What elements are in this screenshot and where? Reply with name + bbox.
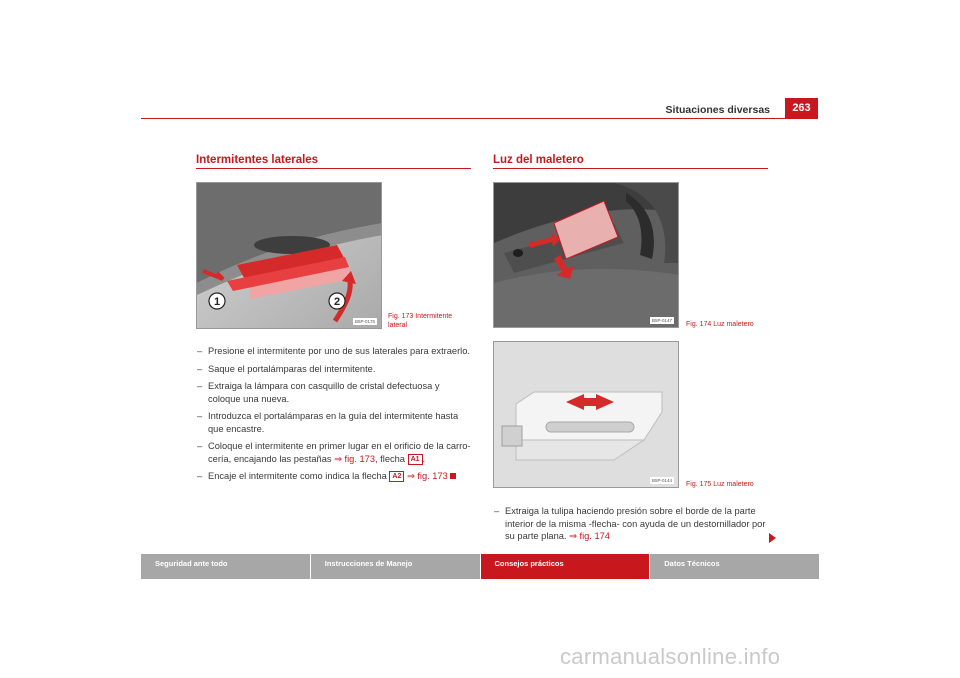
label-2-text: 2 bbox=[333, 296, 341, 308]
step-item bbox=[494, 505, 770, 543]
step-item bbox=[197, 363, 472, 376]
trunk-light-illustration bbox=[494, 183, 679, 328]
figure-code: B5P-0147 bbox=[651, 318, 672, 323]
step-item bbox=[197, 470, 472, 483]
step-text: Saque el portalámparas del intermitente. bbox=[208, 363, 376, 374]
section-rule-left bbox=[196, 168, 471, 169]
nav-tab-seguridad[interactable]: Seguridad ante todo bbox=[141, 554, 310, 579]
figure-caption-175: Fig. 175 Luz maletero bbox=[686, 481, 754, 488]
step-text: Presione el intermitente por uno de sus laterales para extraerlo. bbox=[208, 346, 471, 356]
step-item bbox=[197, 410, 472, 435]
figure-code: B5P-0144 bbox=[651, 478, 672, 483]
figure-reference-link[interactable]: ⇒ fig. 173 bbox=[334, 453, 375, 464]
nav-tab-consejos[interactable]: Consejos prácticos bbox=[481, 554, 650, 579]
section-title-intermitentes: Intermitentes laterales bbox=[196, 154, 319, 166]
label-1-text: 1 bbox=[213, 296, 221, 308]
step-item bbox=[197, 440, 472, 465]
step-text: . bbox=[422, 453, 426, 464]
footer-navigation bbox=[141, 554, 819, 579]
figure-trunk-light-top bbox=[493, 182, 679, 328]
figure-reference-link[interactable]: ⇒ fig. 173 bbox=[406, 471, 448, 481]
marker-a1: A1 bbox=[408, 454, 423, 465]
figure-caption-174: Fig. 174 Luz maletero bbox=[686, 321, 754, 328]
step-text: Encaje el intermitente como indica la flecha bbox=[208, 471, 387, 481]
figure-code: B5P-0176 bbox=[354, 319, 375, 324]
step-text: Extraiga la lámpara con casquillo de cristal defectuosa y coloque una nueva. bbox=[208, 381, 440, 404]
section-rule-right bbox=[493, 168, 768, 169]
step-text: Introduzca el portalámparas en la guía del intermitente hasta que encastre. bbox=[208, 411, 459, 434]
figure-reference-link[interactable]: ⇒ fig. 174 bbox=[569, 531, 610, 541]
step-item bbox=[197, 380, 472, 405]
figure-caption-173: Fig. 173 Intermitente lateral bbox=[388, 313, 453, 329]
nav-tab-datos[interactable]: Datos Técnicos bbox=[650, 554, 819, 579]
step-text: Extraiga la tulipa haciendo presión sobre el borde de la parte interior de la misma -flecha- con ayuda de un destornillador por su parte plana. bbox=[505, 506, 766, 541]
continue-arrow-icon bbox=[769, 533, 776, 543]
step-text: Coloque el intermitente en primer lugar en el orificio de la carro-cería, encajando las pestañas bbox=[208, 441, 471, 464]
steps-list-luz-maletero bbox=[494, 505, 770, 548]
end-of-section-square-icon bbox=[450, 473, 456, 479]
figure-side-indicator bbox=[196, 182, 382, 329]
page-number-badge: 263 bbox=[785, 98, 818, 118]
nav-tab-instrucciones[interactable]: Instrucciones de Manejo bbox=[311, 554, 480, 579]
section-title-luz-maletero: Luz del maletero bbox=[493, 154, 584, 166]
step-text: , flecha bbox=[375, 453, 405, 464]
watermark: carmanualsonline.info bbox=[560, 644, 781, 669]
header-rule bbox=[141, 118, 818, 119]
figure-trunk-light-bottom bbox=[493, 341, 679, 488]
step-item bbox=[197, 345, 472, 358]
steps-list-intermitentes bbox=[197, 345, 472, 488]
trunk-lamp-illustration bbox=[494, 342, 679, 488]
running-title: Situaciones diversas bbox=[665, 104, 770, 116]
side-indicator-illustration bbox=[197, 183, 382, 329]
marker-a2: A2 bbox=[389, 471, 404, 482]
